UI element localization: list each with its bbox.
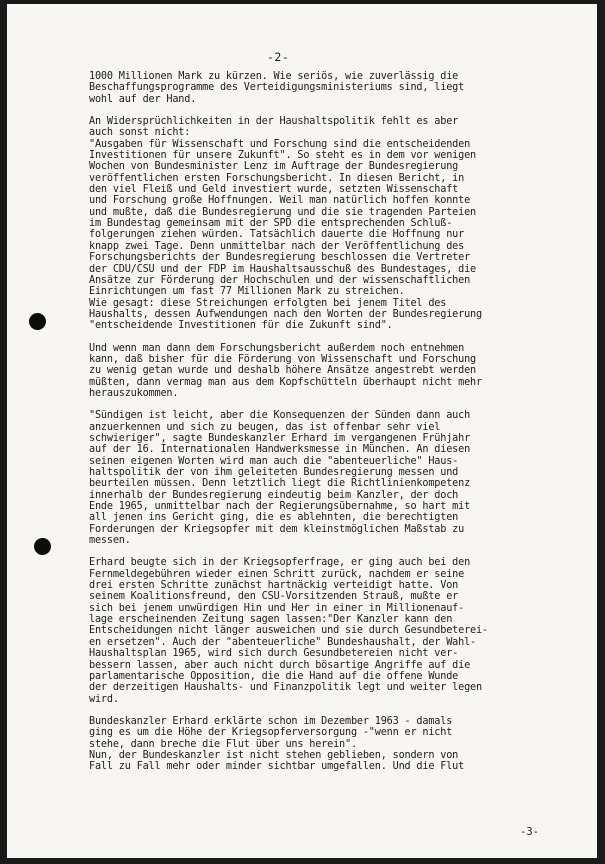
- text-line: wohl auf der Hand.: [89, 93, 197, 105]
- text-line: "Sündigen ist leicht, aber die Konsequenzen der Sünden dann auch: [89, 410, 471, 422]
- text-line: An Widersprüchlichkeiten in der Haushaltspolitik fehlt es aber: [89, 116, 459, 128]
- text-line: "entscheidende Investitionen für die Zukunft sind".: [89, 320, 393, 332]
- text-line: Haushalts, dessen Aufwendungen nach den Worten der Bundesregierung: [89, 308, 482, 320]
- text-line: Haushaltsplan 1965, wird sich durch Gesundbetereien nicht ver-: [89, 648, 459, 660]
- text-line: bessern lassen, aber auch nicht durch bösartige Angriffe auf die: [89, 659, 471, 671]
- body-text: [89, 71, 569, 784]
- text-line: herauszukommen.: [89, 387, 179, 399]
- text-line: auch sonst nicht:: [89, 127, 191, 139]
- text-line: folgerungen ziehen würden. Tatsächlich dauerte die Hoffnung nur: [89, 229, 465, 241]
- text-line: Bundeskanzler Erhard erklärte schon im Dezember 1963 - damals: [89, 715, 453, 727]
- text-line: veröffentlichen ersten Forschungsbericht. In diesen Bericht, in: [89, 172, 465, 184]
- text-line: Einrichtungen um fast 77 Millionen Mark zu streichen.: [89, 286, 405, 298]
- text-line: Nun, der Bundeskanzler ist nicht stehen geblieben, sondern von: [89, 749, 459, 761]
- punch-hole-top: [29, 313, 46, 330]
- text-line: schwieriger", sagte Bundeskanzler Erhard im vergangenen Frühjahr: [89, 432, 471, 444]
- text-line: stehe, dann breche die Flut über uns herein".: [89, 738, 357, 750]
- text-line: der CDU/CSU und der FDP im Haushaltsausschuß des Bundestages, die: [89, 263, 476, 275]
- paragraph: [89, 557, 569, 704]
- text-line: Forschungsberichts der Bundesregierung beschlossen die Vertreter: [89, 252, 471, 264]
- text-line: Entscheidungen nicht länger ausweichen und sie durch Gesundbeterei-: [89, 625, 488, 637]
- text-line: all jenen ins Gericht ging, die es ablehnten, die berechtigten: [89, 512, 459, 524]
- text-line: drei ersten Schritte zunächst hartnäckig verteidigt hatte. Von: [89, 580, 459, 592]
- text-line: der derzeitigen Haushalts- und Finanzpolitik legt und weiter legen: [89, 682, 482, 694]
- text-line: wird.: [89, 693, 119, 705]
- text-line: und mußte, daß die Bundesregierung und die sie tragenden Parteien: [89, 206, 476, 218]
- text-line: 1000 Millionen Mark zu kürzen. Wie seriös, wie zuverlässig die: [89, 71, 459, 82]
- text-line: Und wenn man dann dem Forschungsbericht außerdem noch entnehmen: [89, 342, 465, 354]
- text-line: en ersetzen". Auch der "abenteuerliche" Bundeshaushalt, der Wahl-: [89, 636, 476, 648]
- text-line: Fernmeldegebühren wieder einen Schritt zurück, nachdem er seine: [89, 568, 465, 580]
- text-line: im Bundestag gemeinsam mit der SPD die entsprechenden Schluß-: [89, 218, 453, 230]
- text-line: Beschaffungsprogramme des Verteidigungsministeriums sind, liegt: [89, 82, 465, 94]
- text-line: parlamentarische Opposition, die die Hand auf die offene Wunde: [89, 670, 459, 682]
- text-line: ging es um die Höhe der Kriegsopferversorgung -"wenn er nicht: [89, 727, 453, 739]
- paragraph: [89, 410, 569, 546]
- text-line: sich bei jenem unwürdigen Hin und Her in einer in Millionenauf-: [89, 602, 465, 614]
- text-line: seinem Koalitionsfreund, den CSU-Vorsitzenden Strauß, mußte er: [89, 591, 459, 603]
- text-line: haltspolitik der von ihm geleiteten Bundesregierung messen und: [89, 467, 459, 478]
- paragraph: [89, 716, 569, 773]
- text-line: kann, daß bisher für die Förderung von Wissenschaft und Forschung: [89, 353, 476, 365]
- text-line: messen.: [89, 535, 131, 547]
- paragraph: [89, 343, 569, 400]
- punch-hole-bottom: [34, 538, 51, 555]
- text-line: beurteilen müssen. Denn letztlich liegt die Richtlinienkompetenz: [89, 478, 471, 490]
- text-line: müßten, dann vermag man aus dem Kopfschütteln überhaupt nicht mehr: [89, 376, 482, 388]
- text-line: Fall zu Fall mehr oder minder sichtbar umgefallen. Und die Flut: [89, 761, 465, 773]
- text-line: und Forschung große Hoffnungen. Weil man natürlich hoffen konnte: [89, 195, 471, 207]
- text-line: knapp zwei Tage. Denn unmittelbar nach der Veröffentlichung des: [89, 240, 465, 252]
- text-line: Wochen von Bundesminister Lenz im Auftrage der Bundesregierung: [89, 161, 459, 173]
- text-line: zu wenig getan wurde und deshalb höhere Ansätze angestrebt werden: [89, 365, 476, 377]
- text-line: anzuerkennen und sich zu beugen, das ist offenbar sehr viel: [89, 421, 441, 433]
- text-line: "Ausgaben für Wissenschaft und Forschung sind die entscheidenden: [89, 138, 471, 150]
- next-page-marker: -3-: [520, 826, 539, 838]
- text-line: Ende 1965, unmittelbar nach der Regierungsübernahme, so hart mit: [89, 501, 471, 513]
- text-line: Investitionen für unsere Zukunft". So steht es in dem vor wenigen: [89, 150, 476, 162]
- page-number: -2-: [267, 50, 290, 64]
- text-line: seinen eigenen Worten wird man auch die "abenteuerliche" Haus-: [89, 455, 459, 467]
- paragraph: [89, 71, 569, 105]
- text-line: Ansätze zur Förderung der Hochschulen und der wissenschaftlichen: [89, 274, 471, 286]
- text-line: Forderungen der Kriegsopfer mit dem kleinstmöglichen Maßstab zu: [89, 523, 465, 535]
- text-line: Wie gesagt: diese Streichungen erfolgten bei jenem Titel des: [89, 297, 447, 309]
- text-line: innerhalb der Bundesregierung eindeutig beim Kanzler, der doch: [89, 489, 459, 501]
- document-page: [7, 4, 597, 858]
- paragraph: [89, 116, 569, 332]
- text-line: auf der 16. Internationalen Handwerksmesse in München. An diesen: [89, 444, 471, 456]
- text-line: Erhard beugte sich in der Kriegsopferfrage, er ging auch bei den: [89, 557, 471, 569]
- text-line: den viel Fleiß und Geld investiert wurde, setzten Wissenschaft: [89, 184, 459, 196]
- text-line: lage erscheinenden Zeitung sagen lassen:"Der Kanzler kann den: [89, 614, 453, 626]
